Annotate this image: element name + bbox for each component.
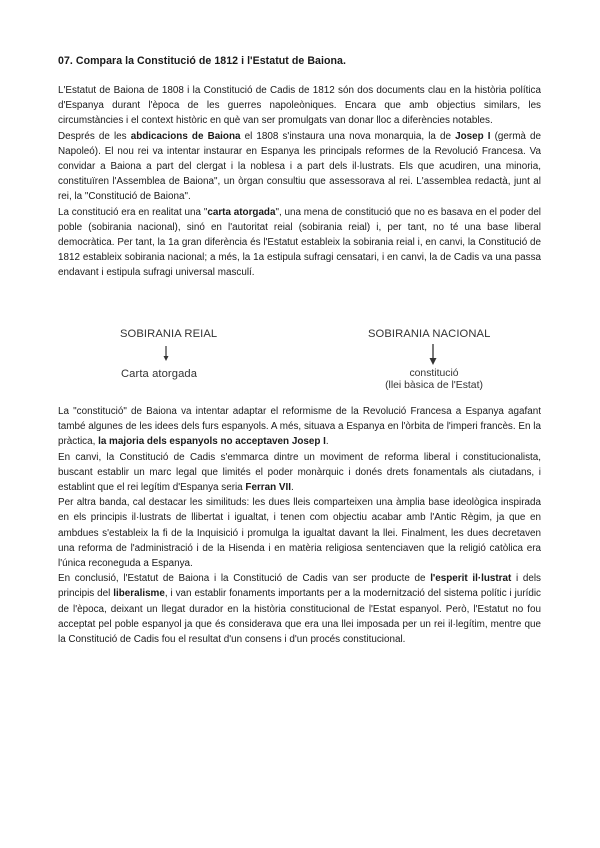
paragraph-intro: L'Estatut de Baiona de 1808 i la Constitució de Cadis de 1812 són dos documents clau en la història política d'Espanya durant l'època de les guerres napoleòniques. Encara que amb objectius similars, les circumstàncies i el context històric en què van ser promulgats van donar lloc a diferències notables. <box>58 85 541 127</box>
paragraph-similarities: Per altra banda, cal destacar les similituds: les dues lleis comparteixen una àmplia base ideològica inspirada en els principis il·lustrats de llibertat i igualtat, i tenen com objectiu acabar amb l'Antic Règim, ja que en ambdues s'estableix la fi de la Inquisició i promulga la igualtat davant la llei. Finalment, les dues decretaven una reforma de l'administració i de la Hisenda i en matèria religiosa sentenciaven que la religió catòlica era l'única reconeguda a Espanya. <box>58 497 541 570</box>
arrow-down-icon <box>428 342 438 368</box>
paragraph-carta-atorgada: La constitució era en realitat una "carta atorgada", una mena de constitució que no es basava en el poder del poble (sobirania nacional), sinó en l'autoritat reial (sobirania reial) i, per tant, no té una base liberal democràtica. Per tant, la 1a gran diferència és l'Estatut estableix la sobirania reial i, en canvi, la Constitució de 1812 estableix sobirania nacional; a més, la 1a estipula sufragi censatari, i en canvi, la de Cadis va una passa endavant i estipula sufragi universal masculí. <box>58 206 542 279</box>
diagram-left-heading: SOBIRANIA REIAL <box>120 328 218 340</box>
arrow-down-icon <box>162 344 170 366</box>
paragraph-cadis: En canvi, la Constitució de Cadis s'emmarca dintre un moviment de reforma liberal i constitucionalista, buscant establir un marc legal que limités el poder monàrquic i donés drets fonamentals als ciutadans, i establint que el rei legítim d'Espanya seria Ferran VII. <box>58 451 541 494</box>
diagram-right-result: constitució (llei bàsica de l'Estat) <box>385 368 483 391</box>
page-title: 07. Compara la Constitució de 1812 i l'Estatut de Baiona. <box>58 55 346 67</box>
body-text-bottom <box>58 404 541 647</box>
diagram-left-result: Carta atorgada <box>121 368 198 380</box>
diagram-right-heading: SOBIRANIA NACIONAL <box>368 328 491 340</box>
paragraph-baiona-reformism: La "constitució" de Baiona va intentar adaptar el reformisme de la Revolució Francesa a Espanya agafant també algunes de les idees dels furs espanyols. A més, situava a Espanya en l'òrbita de l'imperi francès. En la pràctica, la majoria dels espanyols no acceptaven Josep I. <box>58 406 541 448</box>
sovereignty-diagram <box>0 324 600 394</box>
body-text-top <box>58 83 541 281</box>
paragraph-abdications: Després de les abdicacions de Baiona el 1808 s'instaura una nova monarquia, la de Josep I (germà de Napoleó). El nou rei va intentar instaurar en Espanya les principals reformes de la Revolució Francesa. Va convidar a Baiona a part del clergat i la noblesa i a part dels il·lustrats. Els que acudiren, una minoria, constituïren l'Assemblea de Baiona", un òrgan consultiu que assessorava al rei. L'assemblea redactà, junt al rei, la "Constitució de Baiona". <box>58 130 542 203</box>
paragraph-conclusion: En conclusió, l'Estatut de Baiona i la Constitució de Cadis van ser producte de l'esperit il·lustrat i dels principis del liberalisme, i van establir fonaments importants per a la modernització del sistema polític i jurídic de l'època, deixant un llegat durador en la història constitucional de l'Estat espanyol. Però, l'Estatut no fou acceptat pel poble espanyol ja que és considerava que era una llei imposada per un rei il·legítim, mentre que la Constitució de Cadis fou el resultat d'un consens i d'un procés constitucional. <box>58 573 541 646</box>
